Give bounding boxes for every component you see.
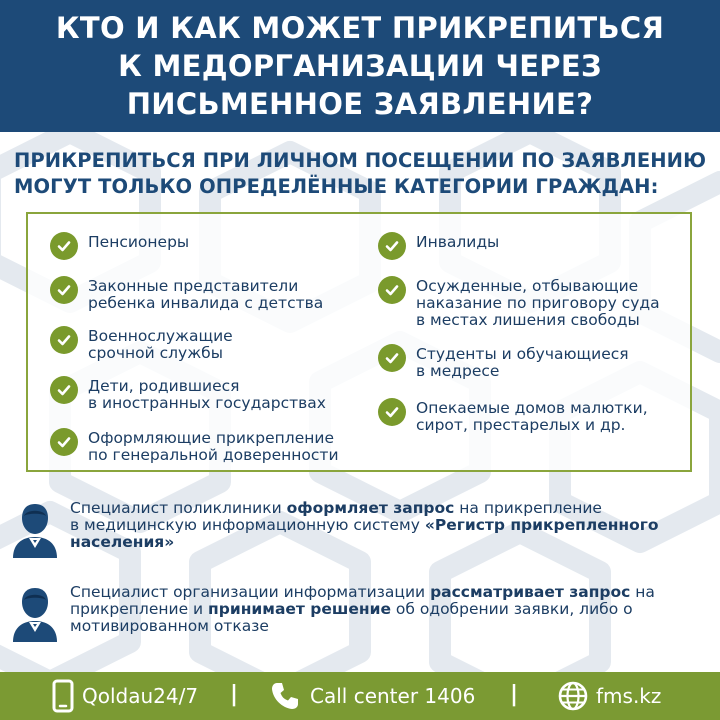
phone-icon — [52, 679, 74, 713]
step-highlight: населения» — [70, 533, 175, 551]
step-text: Специалист организации информатизации — [70, 583, 431, 601]
list-item — [50, 428, 339, 464]
check-icon — [378, 276, 406, 304]
check-icon — [50, 428, 78, 456]
check-icon — [50, 376, 78, 404]
step-1 — [10, 500, 710, 560]
check-icon — [378, 232, 406, 260]
footer-site[interactable] — [558, 672, 661, 720]
step-text: на — [630, 583, 655, 601]
category-text: Студенты и обучающиеся — [416, 345, 629, 363]
check-icon — [378, 344, 406, 372]
category-text: Инвалиды — [416, 233, 500, 251]
section-subtitle — [14, 148, 714, 200]
specialist-icon — [10, 500, 60, 560]
specialist-icon — [10, 584, 60, 644]
header-banner — [0, 0, 720, 132]
step-text: в медицинскую информационную систему — [70, 516, 425, 534]
category-text: Опекаемые домов малютки, — [416, 399, 648, 417]
list-item — [50, 326, 233, 362]
category-text: Военнослужащие — [88, 327, 233, 345]
telephone-icon — [270, 681, 300, 711]
category-text: Законные представители — [88, 277, 299, 295]
step-highlight: «Регистр прикрепленного — [424, 516, 659, 534]
globe-icon — [558, 681, 588, 711]
category-text: в иностранных государствах — [88, 394, 326, 412]
footer-call-label: Call center 1406 — [310, 684, 476, 708]
step-highlight: оформляет запрос — [286, 499, 455, 517]
step-highlight: рассматривает запрос — [430, 583, 631, 601]
list-item — [50, 376, 326, 412]
subtitle-line-1: ПРИКРЕПИТЬСЯ ПРИ ЛИЧНОМ ПОСЕЩЕНИИ ПО ЗАЯВЛЕНИЮ — [14, 149, 707, 172]
header-title-line-3: ПИСЬМЕННОЕ ЗАЯВЛЕНИЕ? — [126, 87, 594, 121]
category-text: Оформляющие прикрепление — [88, 429, 334, 447]
step-text: на прикрепление — [454, 499, 602, 517]
category-text: сирот, престарелых и др. — [416, 416, 626, 434]
category-text: Осужденные, отбывающие — [416, 277, 639, 295]
category-text: срочной службы — [88, 344, 223, 362]
list-item — [378, 398, 648, 434]
category-text: наказание по приговору суда — [416, 294, 660, 312]
step-2-text — [70, 584, 655, 644]
check-icon — [50, 326, 78, 354]
check-icon — [50, 232, 78, 260]
category-text: в местах лишения свободы — [416, 311, 640, 329]
list-item — [378, 276, 660, 329]
list-item — [378, 344, 629, 380]
category-text: Дети, родившиеся — [88, 377, 240, 395]
step-text: Специалист поликлиники — [70, 499, 287, 517]
footer-bar — [0, 672, 720, 720]
check-icon — [378, 398, 406, 426]
footer-app-label: Qoldau24/7 — [82, 684, 199, 708]
footer-separator: | — [230, 682, 239, 707]
footer-app[interactable] — [52, 672, 198, 720]
footer-site-label: fms.kz — [596, 684, 662, 708]
header-title-line-1: КТО И КАК МОЖЕТ ПРИКРЕПИТЬСЯ — [55, 11, 665, 45]
category-text: по генеральной доверенности — [88, 446, 339, 464]
footer-separator: | — [510, 682, 519, 707]
category-text: Пенсионеры — [88, 233, 190, 251]
list-item — [378, 232, 499, 260]
step-1-text — [70, 500, 659, 560]
subtitle-line-2: МОГУТ ТОЛЬКО ОПРЕДЕЛЁННЫЕ КАТЕГОРИИ ГРАЖДАН: — [14, 175, 659, 198]
list-item — [50, 276, 323, 312]
step-highlight: принимает решение — [208, 600, 391, 618]
list-item — [50, 232, 189, 260]
step-text: прикрепление и — [70, 600, 209, 618]
header-title-line-2: К МЕДОРГАНИЗАЦИИ ЧЕРЕЗ — [118, 49, 602, 83]
category-text: ребенка инвалида с детства — [88, 294, 324, 312]
categories-box — [26, 212, 692, 472]
footer-call[interactable] — [270, 672, 475, 720]
check-icon — [50, 276, 78, 304]
step-text: мотивированном отказе — [70, 617, 269, 635]
step-2 — [10, 584, 710, 644]
step-text: об одобрении заявки, либо о — [390, 600, 633, 618]
category-text: в медресе — [416, 362, 500, 380]
